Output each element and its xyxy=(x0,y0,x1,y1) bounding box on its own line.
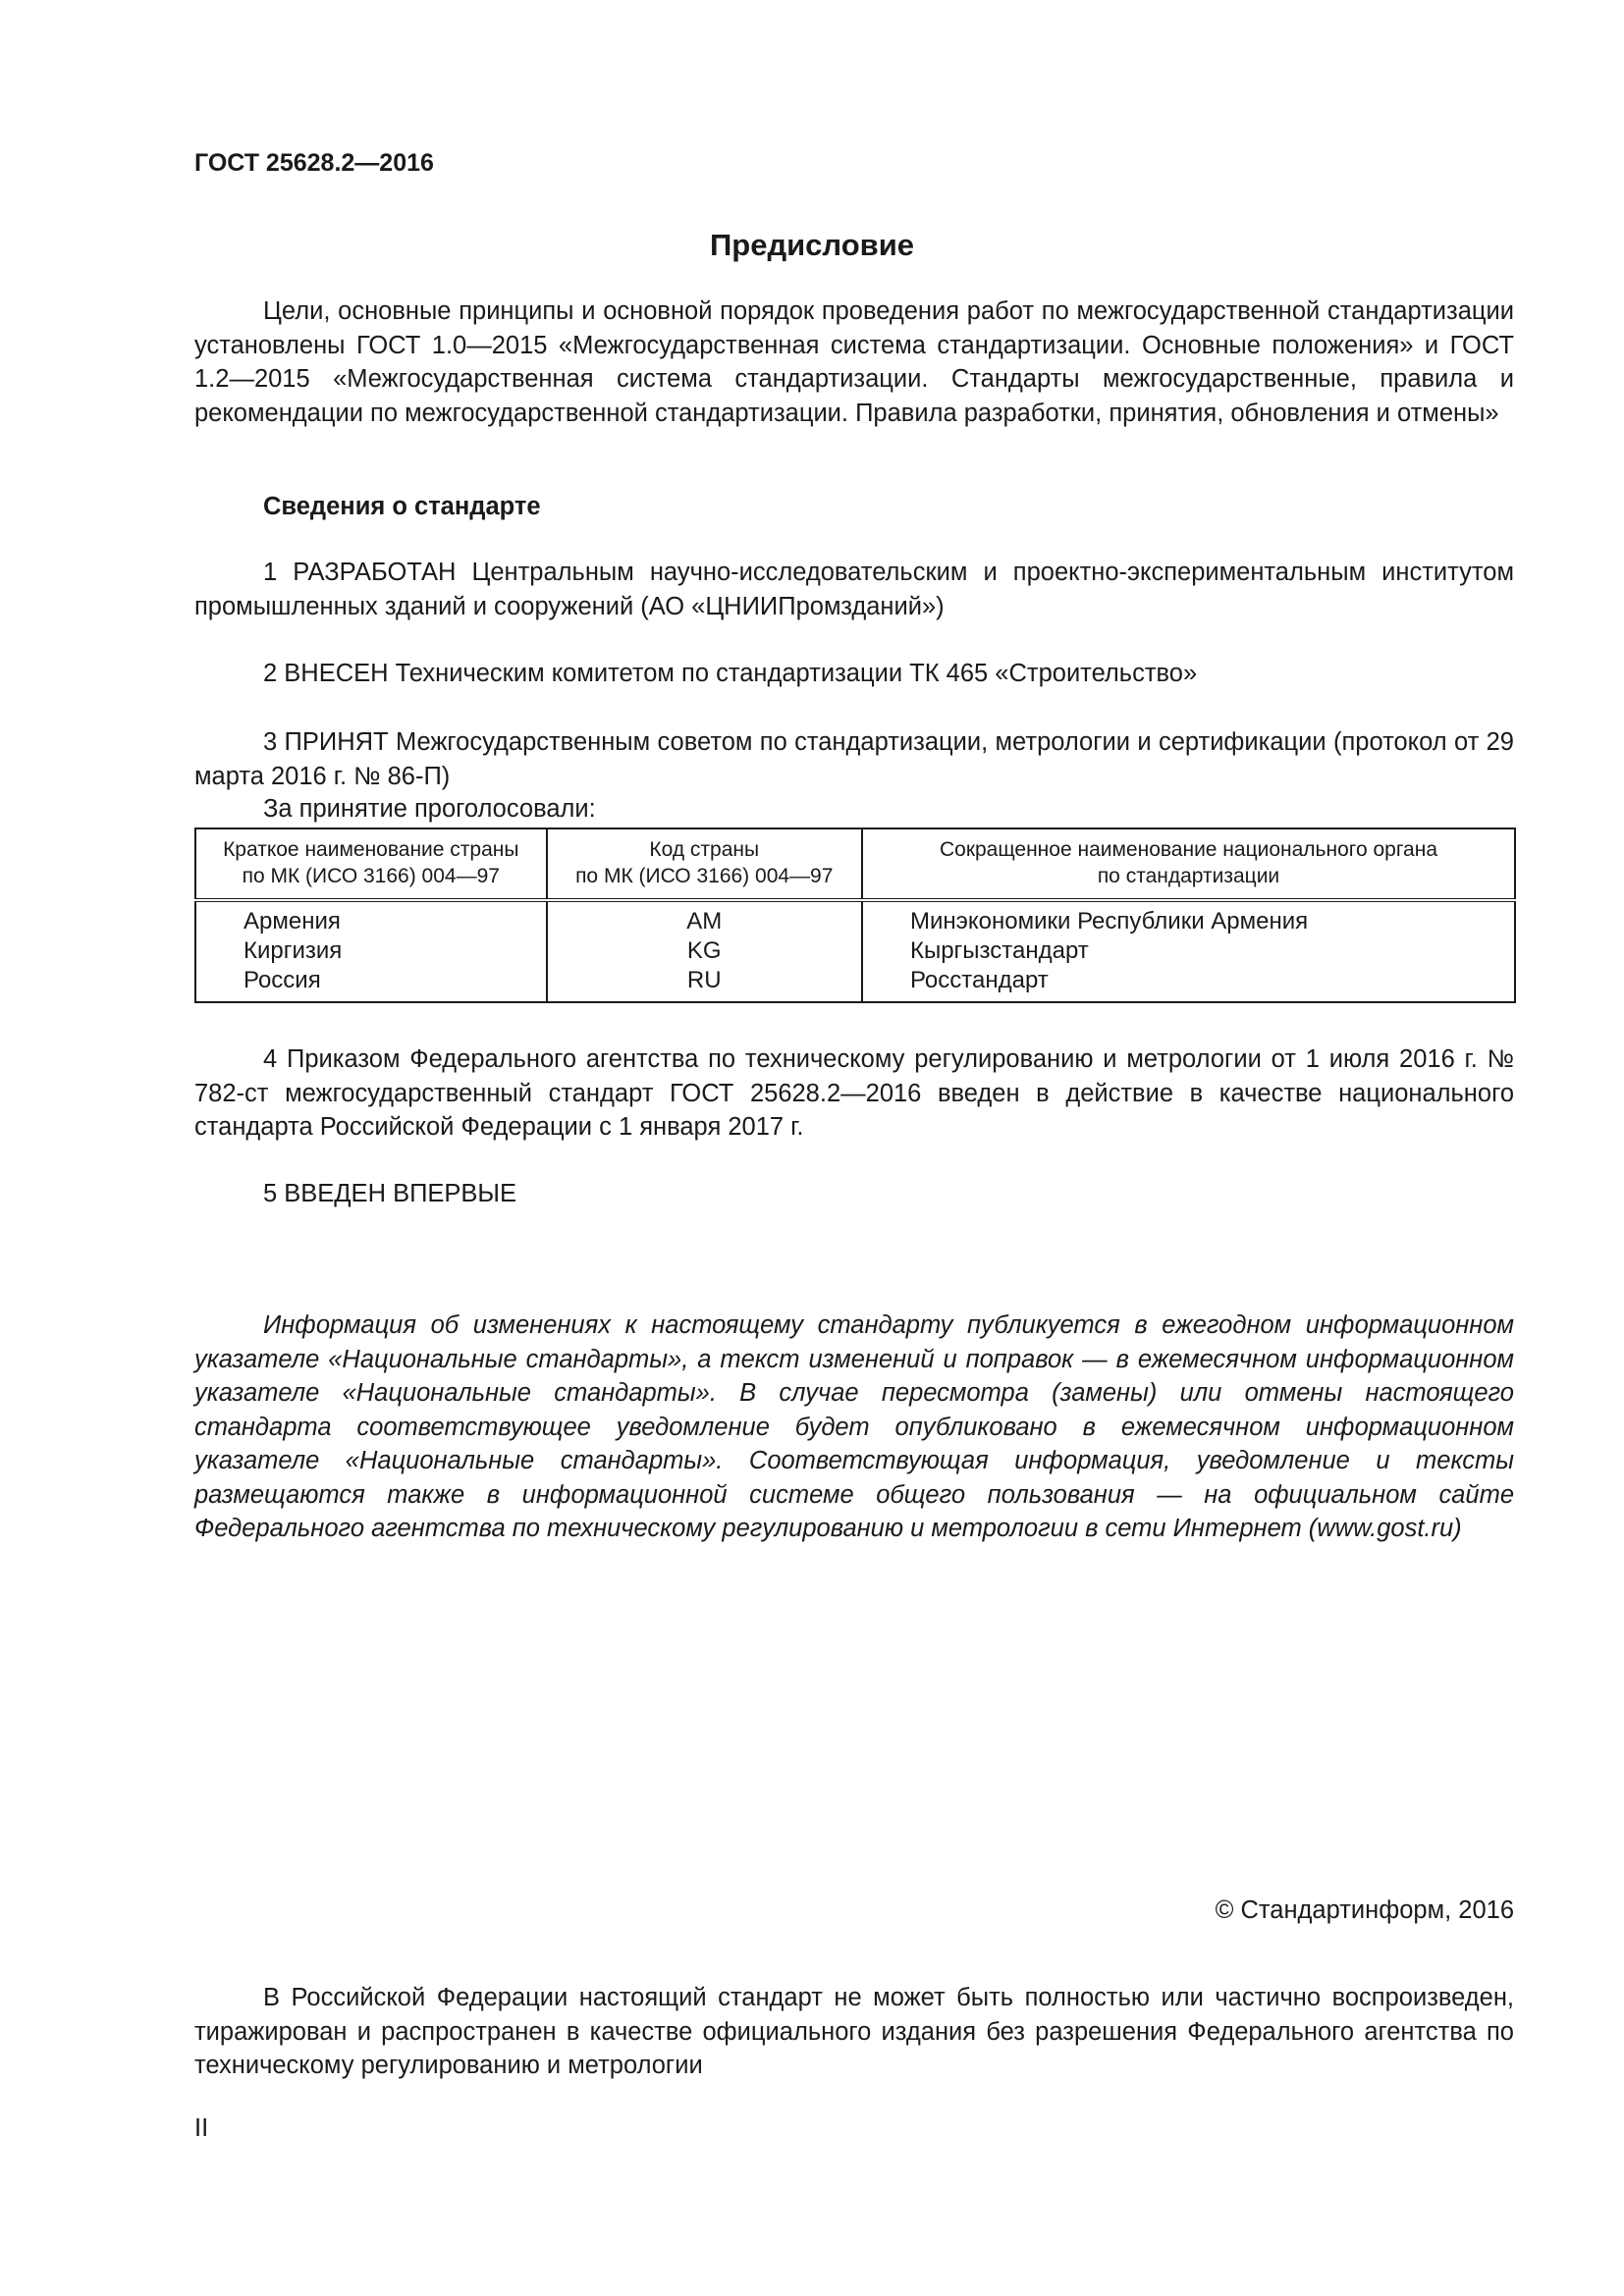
cell-country: Армения xyxy=(195,900,547,936)
cell-code: RU xyxy=(547,966,862,1002)
info-item-2: 2 ВНЕСЕН Техническим комитетом по стандартизации ТК 465 «Строительство» xyxy=(263,660,1198,687)
header-code: Код страны по МК (ИСО 3166) 004—97 xyxy=(547,828,862,900)
preface-title: Предисловие xyxy=(709,228,914,262)
header-country: Краткое наименование страны по МК (ИСО 3166) 004—97 xyxy=(195,828,547,900)
cell-code: AM xyxy=(547,900,862,936)
cell-org: Росстандарт xyxy=(862,966,1515,1002)
table-row xyxy=(195,900,1515,936)
cell-org: Кыргызстандарт xyxy=(862,936,1515,966)
cell-code: KG xyxy=(547,936,862,966)
change-notice: Информация об изменениях к настоящему стандарту публикуется в ежегодном информационном указателе «Национальные стандарты», а текст изменений и поправок — в ежемесячном информационном указателе «Национальные стандарты». В случае пересмотра (замены) или отмены настоящего стандарта соответствующее уведомление будет опубликовано в ежемесячном информационном указателе «Национальные стандарты». Соответствующая информация, уведомление и тексты размещаются также в информационной системе общего пользования — на официальном сайте Федерального агентства по техническому регулированию и метрологии в сети Интернет (www.gost.ru) xyxy=(194,1311,1514,1542)
cell-country: Киргизия xyxy=(195,936,547,966)
cell-country: Россия xyxy=(195,966,547,1002)
table-row xyxy=(195,936,1515,966)
document-id: ГОСТ 25628.2—2016 xyxy=(194,149,434,177)
voting-table xyxy=(194,828,1516,1003)
page-number: II xyxy=(194,2114,209,2142)
info-title: Сведения о стандарте xyxy=(263,493,541,520)
info-item-5: 5 ВВЕДЕН ВПЕРВЫЕ xyxy=(263,1180,517,1207)
rights-notice: В Российской Федерации настоящий стандарт не может быть полностью или частично воспроизведен, тиражирован и распространен в качестве официального издания без разрешения Федерального агентства по техническому регулированию и метрологии xyxy=(194,1984,1514,2079)
copyright: © Стандартинформ, 2016 xyxy=(1215,1896,1514,1924)
info-item-3: 3 ПРИНЯТ Межгосударственным советом по стандартизации, метрологии и сертификации (протокол от 29 марта 2016 г. № 86-П) xyxy=(194,728,1514,790)
header-org: Сокращенное наименование национального органа по стандартизации xyxy=(862,828,1515,900)
info-item-1: 1 РАЗРАБОТАН Центральным научно-исследовательским и проектно-экспериментальным институтом промышленных зданий и сооружений (АО «ЦНИИПромзданий») xyxy=(194,559,1514,620)
cell-org: Минэкономики Республики Армения xyxy=(862,900,1515,936)
info-item-4: 4 Приказом Федерального агентства по техническому регулированию и метрологии от 1 июля 2016 г. № 782-ст межгосударственный стандарт ГОСТ 25628.2—2016 введен в действие в качестве национального стандарта Российской Федерации с 1 января 2017 г. xyxy=(194,1045,1514,1141)
preface-intro: Цели, основные принципы и основной порядок проведения работ по межгосударственной стандартизации установлены ГОСТ 1.0—2015 «Межгосударственная система стандартизации. Основные положения» и ГОСТ 1.2—2015 «Межгосударственная система стандартизации. Стандарты межгосударственные, правила и рекомендации по межгосударственной стандартизации. Правила разработки, принятия, обновления и отмены» xyxy=(194,297,1514,427)
table-row xyxy=(195,966,1515,1002)
voted-label: За принятие проголосовали: xyxy=(263,795,596,823)
table-header-row xyxy=(195,828,1515,900)
